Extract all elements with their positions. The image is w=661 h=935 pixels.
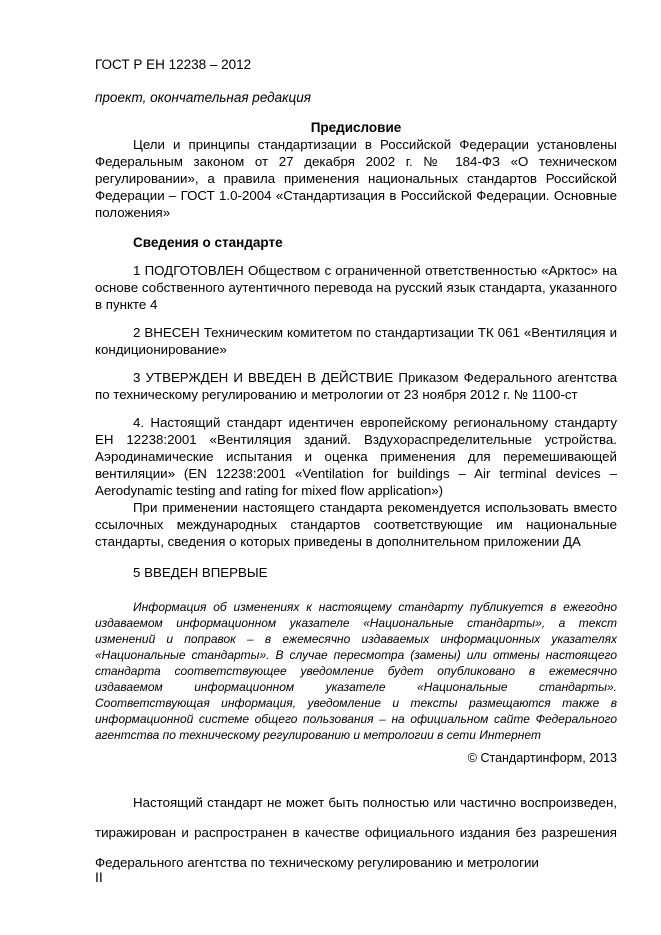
clause-2-submitted-by: 2 ВНЕСЕН Техническим комитетом по стандартизации ТК 061 «Вентиляция и кондиционирование» xyxy=(95,325,617,357)
page-number: II xyxy=(95,869,103,885)
reproduction-restriction-notice: Настоящий стандарт не может быть полностью или частично воспроизведен, тиражирован и распространен в качестве официального издания без разрешения Федерального агентства по техническому регулированию и метрологии xyxy=(95,795,617,870)
standard-info-heading: Сведения о стандарте xyxy=(133,235,283,250)
preface-paragraph: Цели и принципы стандартизации в Российской Федерации установлены Федеральным законом от 27 декабря 2002 г. № 184-ФЗ «О техническом регулировании», а правила применения национальных стандартов Российской Федерации – ГОСТ 1.0-2004 «Стандартизация в Российской Федерации. Основные положения» xyxy=(95,137,617,220)
document-number: ГОСТ Р ЕН 12238 – 2012 xyxy=(95,57,252,72)
change-publication-notice: Информация об изменениях к настоящему стандарту публикуется в ежегодно издаваемом информационном указателе «Национальные стандарты», а текст изменений и поправок – в ежемесячно издаваемых информационных указателях «Национальные стандарты». В случае пересмотра (замены) или отмены настоящего стандарта соответствующее уведомление будет опубликовано в ежемесячно издаваемом информационном указателе «Национальные стандарты». Соответствующая информация, уведомление и тексты размещаются также в информационной системе общего пользования – на официальном сайте Федерального агентства по техническому регулированию и метрологии в сети Интернет xyxy=(95,600,617,742)
clause-4-application-note: При применении настоящего стандарта рекомендуется использовать вместо ссылочных международных стандартов соответствующие им национальные стандарты, сведения о которых приведены в дополнительном приложении ДА xyxy=(95,500,617,549)
preface-title: Предисловие xyxy=(310,120,402,135)
clause-5-first-introduced: 5 ВВЕДЕН ВПЕРВЫЕ xyxy=(133,565,268,580)
clause-3-approved: 3 УТВЕРЖДЕН И ВВЕДЕН В ДЕЙСТВИЕ Приказом Федерального агентства по техническому регулированию и метрологии от 23 ноября 2012 г. № 1100-ст xyxy=(95,370,617,402)
copyright-notice: © Стандартинформ, 2013 xyxy=(467,751,617,765)
clause-4-identical-standard: 4. Настоящий стандарт идентичен европейскому региональному стандарту ЕН 12238:2001 «Вентиляция зданий. Вздухораспределительные устройства. Аэродинамические испытания и оценка применения для перемешивающей вентиляции» (EN 12238:2001 «Ventilation for buildings – Air terminal devices – Aerodynamic testing and rating for mixed flow application») xyxy=(95,415,617,498)
clause-1-prepared-by: 1 ПОДГОТОВЛЕН Обществом с ограниченной ответственностью «Арктос» на основе собственного аутентичного перевода на русский язык стандарта, указанного в пункте 4 xyxy=(95,263,617,312)
draft-edition-note: проект, окончательная редакция xyxy=(95,90,311,105)
